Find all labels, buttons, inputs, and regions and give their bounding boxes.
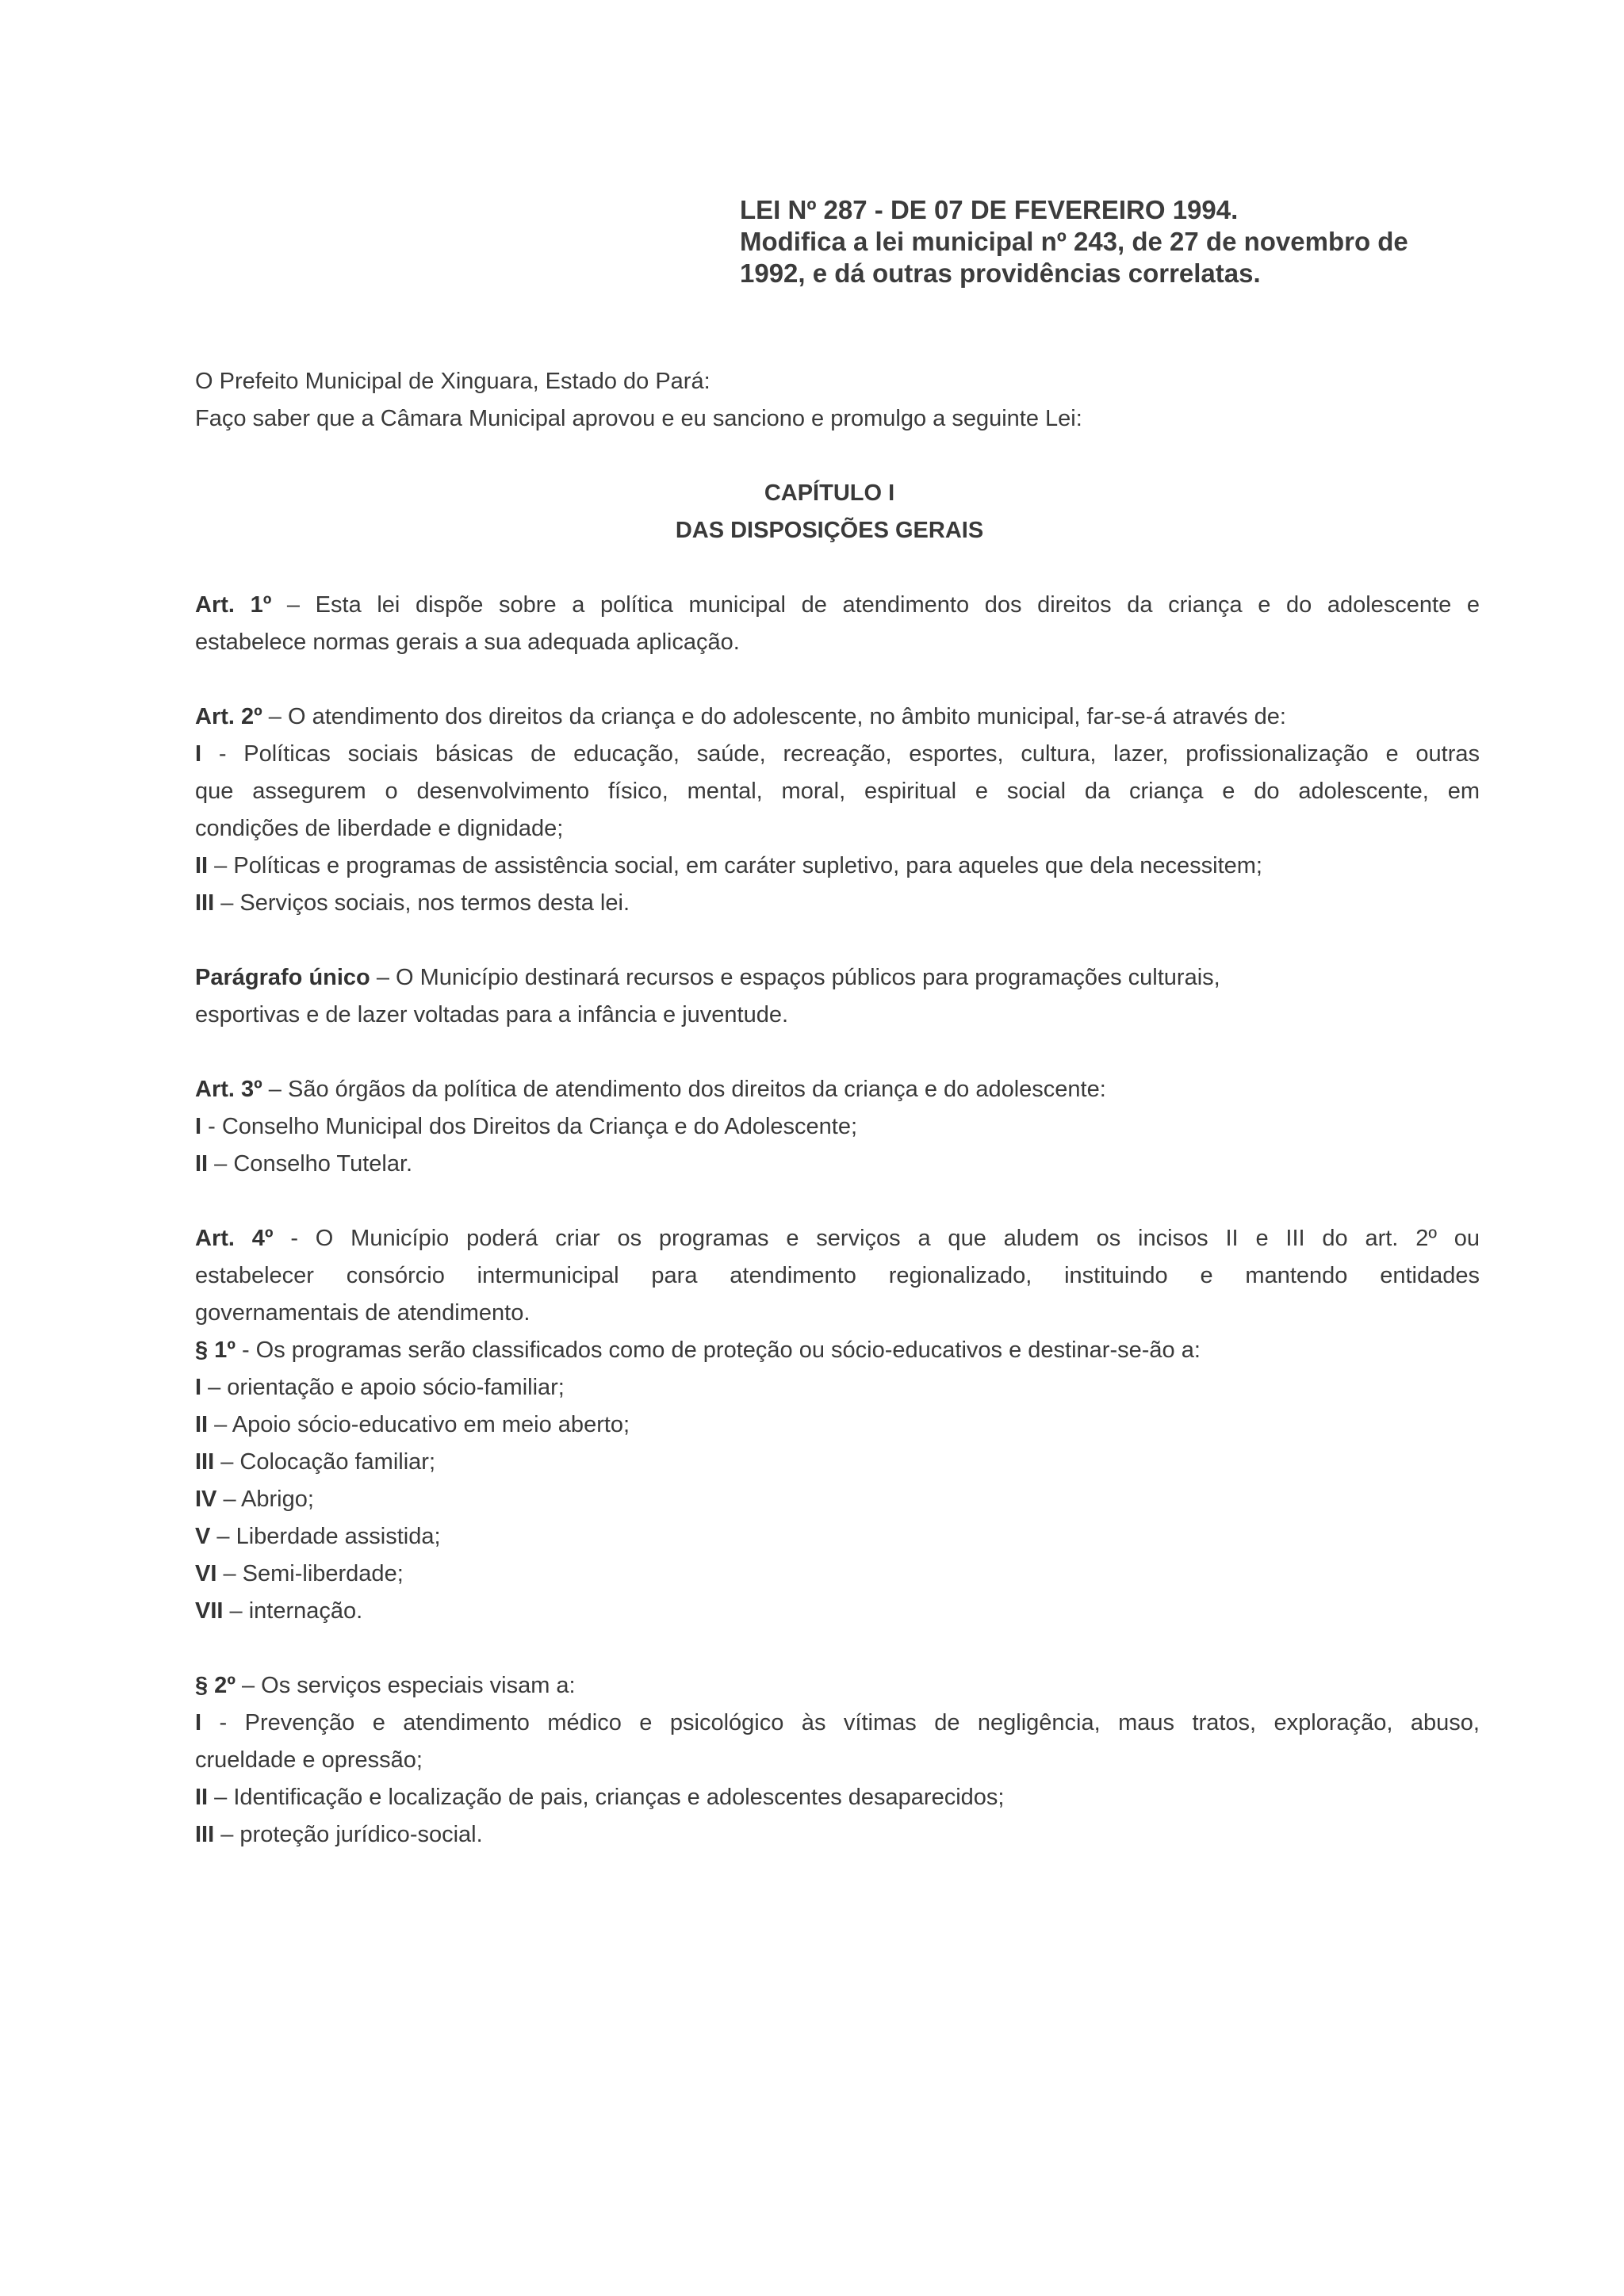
law-header (740, 194, 1565, 289)
art4-label: Art. 4º (195, 1226, 274, 1251)
law-summary-line-2: 1992, e dá outras providências correlatas. (740, 258, 1261, 288)
art4-item-label: VII (195, 1598, 224, 1624)
law-title: LEI Nº 287 - DE 07 DE FEVEREIRO 1994. (740, 195, 1239, 224)
art4-item (195, 1556, 1480, 1593)
art4-item-label: IV (195, 1487, 217, 1512)
paragraph-2-line (195, 1667, 1480, 1705)
paragraph-2-inciso-3-text: – proteção jurídico-social. (214, 1822, 483, 1847)
art2-inciso-3-label: III (195, 890, 215, 916)
art4-paragraph-1-text: - Os programas serão classificados como de proteção ou sócio-educativos e destinar-se-ão a: (235, 1337, 1201, 1363)
art4-line-2: estabelecer consórcio intermunicipal para atendimento regionalizado, instituindo e mantendo entidades (195, 1263, 1480, 1288)
art4-item (195, 1593, 1480, 1630)
art2-inciso-1-label: I (195, 741, 202, 767)
art4-item (195, 1444, 1480, 1481)
art4-paragraph-1 (195, 1332, 1480, 1369)
art3-inciso-2-label: II (195, 1151, 209, 1177)
art4-item-text: – internação. (223, 1598, 363, 1624)
paragraph-2-inciso-1-line-1 (195, 1705, 1480, 1742)
paragrafo-unico-label: Parágrafo único (195, 965, 370, 990)
art4-item (195, 1369, 1480, 1406)
chapter-number: CAPÍTULO I (764, 480, 895, 506)
art2-inciso-2-label: II (195, 853, 209, 878)
art3-inciso-1-text: - Conselho Municipal dos Direitos da Criança e do Adolescente; (201, 1114, 858, 1139)
art4-text: - O Município poderá criar os programas e serviços a que aludem os incisos II e III do art. 2º ou (273, 1226, 1480, 1251)
paragraph-2-inciso-3-label: III (195, 1822, 215, 1847)
paragraph-2-inciso-2-label: II (195, 1785, 209, 1810)
art2-inciso-2 (195, 848, 1480, 885)
art4-item-text: – orientação e apoio sócio-familiar; (201, 1375, 565, 1400)
art2-inciso-1-text: - Políticas sociais básicas de educação, saúde, recreação, esportes, cultura, lazer, profissionalização e outras (201, 741, 1480, 767)
art4-item (195, 1481, 1480, 1518)
art2-inciso-1-line-2: que assegurem o desenvolvimento físico, mental, moral, espiritual e social da criança e do adolescente, em (195, 779, 1480, 804)
paragraph-2-inciso-1-text: - Prevenção e atendimento médico e psicológico às vítimas de negligência, maus tratos, exploração, abuso, (201, 1710, 1480, 1735)
art2-inciso-3-text: – Serviços sociais, nos termos desta lei. (214, 890, 630, 916)
paragraph-2-inciso-2-text: – Identificação e localização de pais, crianças e adolescentes desaparecidos; (208, 1785, 1005, 1810)
art4-item-text: – Colocação familiar; (214, 1449, 436, 1475)
law-body (195, 363, 1480, 1854)
paragraph-2-label: § 2º (195, 1673, 236, 1698)
art3-inciso-1-label: I (195, 1114, 202, 1139)
preamble-line-1: O Prefeito Municipal de Xinguara, Estado do Pará: (195, 369, 710, 394)
art4-item-text: – Abrigo; (216, 1487, 314, 1512)
art4-item-label: VI (195, 1561, 217, 1586)
paragrafo-unico-text: – O Município destinará recursos e espaços públicos para programações culturais, (370, 965, 1220, 990)
art2-inciso-1-line-3: condições de liberdade e dignidade; (195, 816, 564, 841)
preamble-line-2: Faço saber que a Câmara Municipal aprovou e eu sanciono e promulgo a seguinte Lei: (195, 406, 1082, 431)
art4-item-text: – Semi-liberdade; (216, 1561, 404, 1586)
art4-item (195, 1518, 1480, 1556)
art4-item-text: – Apoio sócio-educativo em meio aberto; (208, 1412, 630, 1437)
art4-item-label: I (195, 1375, 202, 1400)
law-summary-line-1: Modifica a lei municipal nº 243, de 27 de novembro de (740, 227, 1408, 256)
art3-inciso-1 (195, 1108, 1480, 1146)
art4-item (195, 1406, 1480, 1444)
art2-inciso-2-text: – Políticas e programas de assistência social, em caráter supletivo, para aqueles que dela necessitem; (208, 853, 1262, 878)
art1-line-1 (195, 587, 1480, 624)
art4-line-1 (195, 1220, 1480, 1257)
art3-label: Art. 3º (195, 1077, 262, 1102)
art2-label: Art. 2º (195, 704, 262, 729)
art2-inciso-3 (195, 885, 1480, 922)
paragrafo-unico-line-1 (195, 959, 1480, 997)
paragraph-2-inciso-2 (195, 1779, 1480, 1816)
art3-text: – São órgãos da política de atendimento dos direitos da criança e do adolescente: (262, 1077, 1106, 1102)
art3-inciso-2-text: – Conselho Tutelar. (208, 1151, 413, 1177)
art2-line (195, 698, 1480, 736)
art4-line-3: governamentais de atendimento. (195, 1300, 530, 1326)
art1-text: – Esta lei dispõe sobre a política municipal de atendimento dos direitos da criança e do adolescente e (271, 592, 1480, 618)
art4-item-text: – Liberdade assistida; (210, 1524, 441, 1549)
chapter-title: DAS DISPOSIÇÕES GERAIS (675, 518, 984, 543)
paragraph-2-inciso-1-line-2: crueldade e opressão; (195, 1747, 423, 1773)
art2-inciso-1-line-1 (195, 736, 1480, 773)
art1-label: Art. 1º (195, 592, 272, 618)
paragraph-2-inciso-3 (195, 1816, 1480, 1854)
art4-item-label: III (195, 1449, 215, 1475)
paragrafo-unico-line-2: esportivas e de lazer voltadas para a infância e juventude. (195, 1002, 789, 1027)
art3-line (195, 1071, 1480, 1108)
art4-item-label: V (195, 1524, 211, 1549)
art4-paragraph-1-label: § 1º (195, 1337, 236, 1363)
art2-text: – O atendimento dos direitos da criança e do adolescente, no âmbito municipal, far-se-á através de: (262, 704, 1286, 729)
art1-line-2: estabelece normas gerais a sua adequada aplicação. (195, 629, 740, 655)
art4-item-label: II (195, 1412, 209, 1437)
paragraph-2-inciso-1-label: I (195, 1710, 202, 1735)
paragraph-2-text: – Os serviços especiais visam a: (235, 1673, 576, 1698)
art3-inciso-2 (195, 1146, 1480, 1183)
